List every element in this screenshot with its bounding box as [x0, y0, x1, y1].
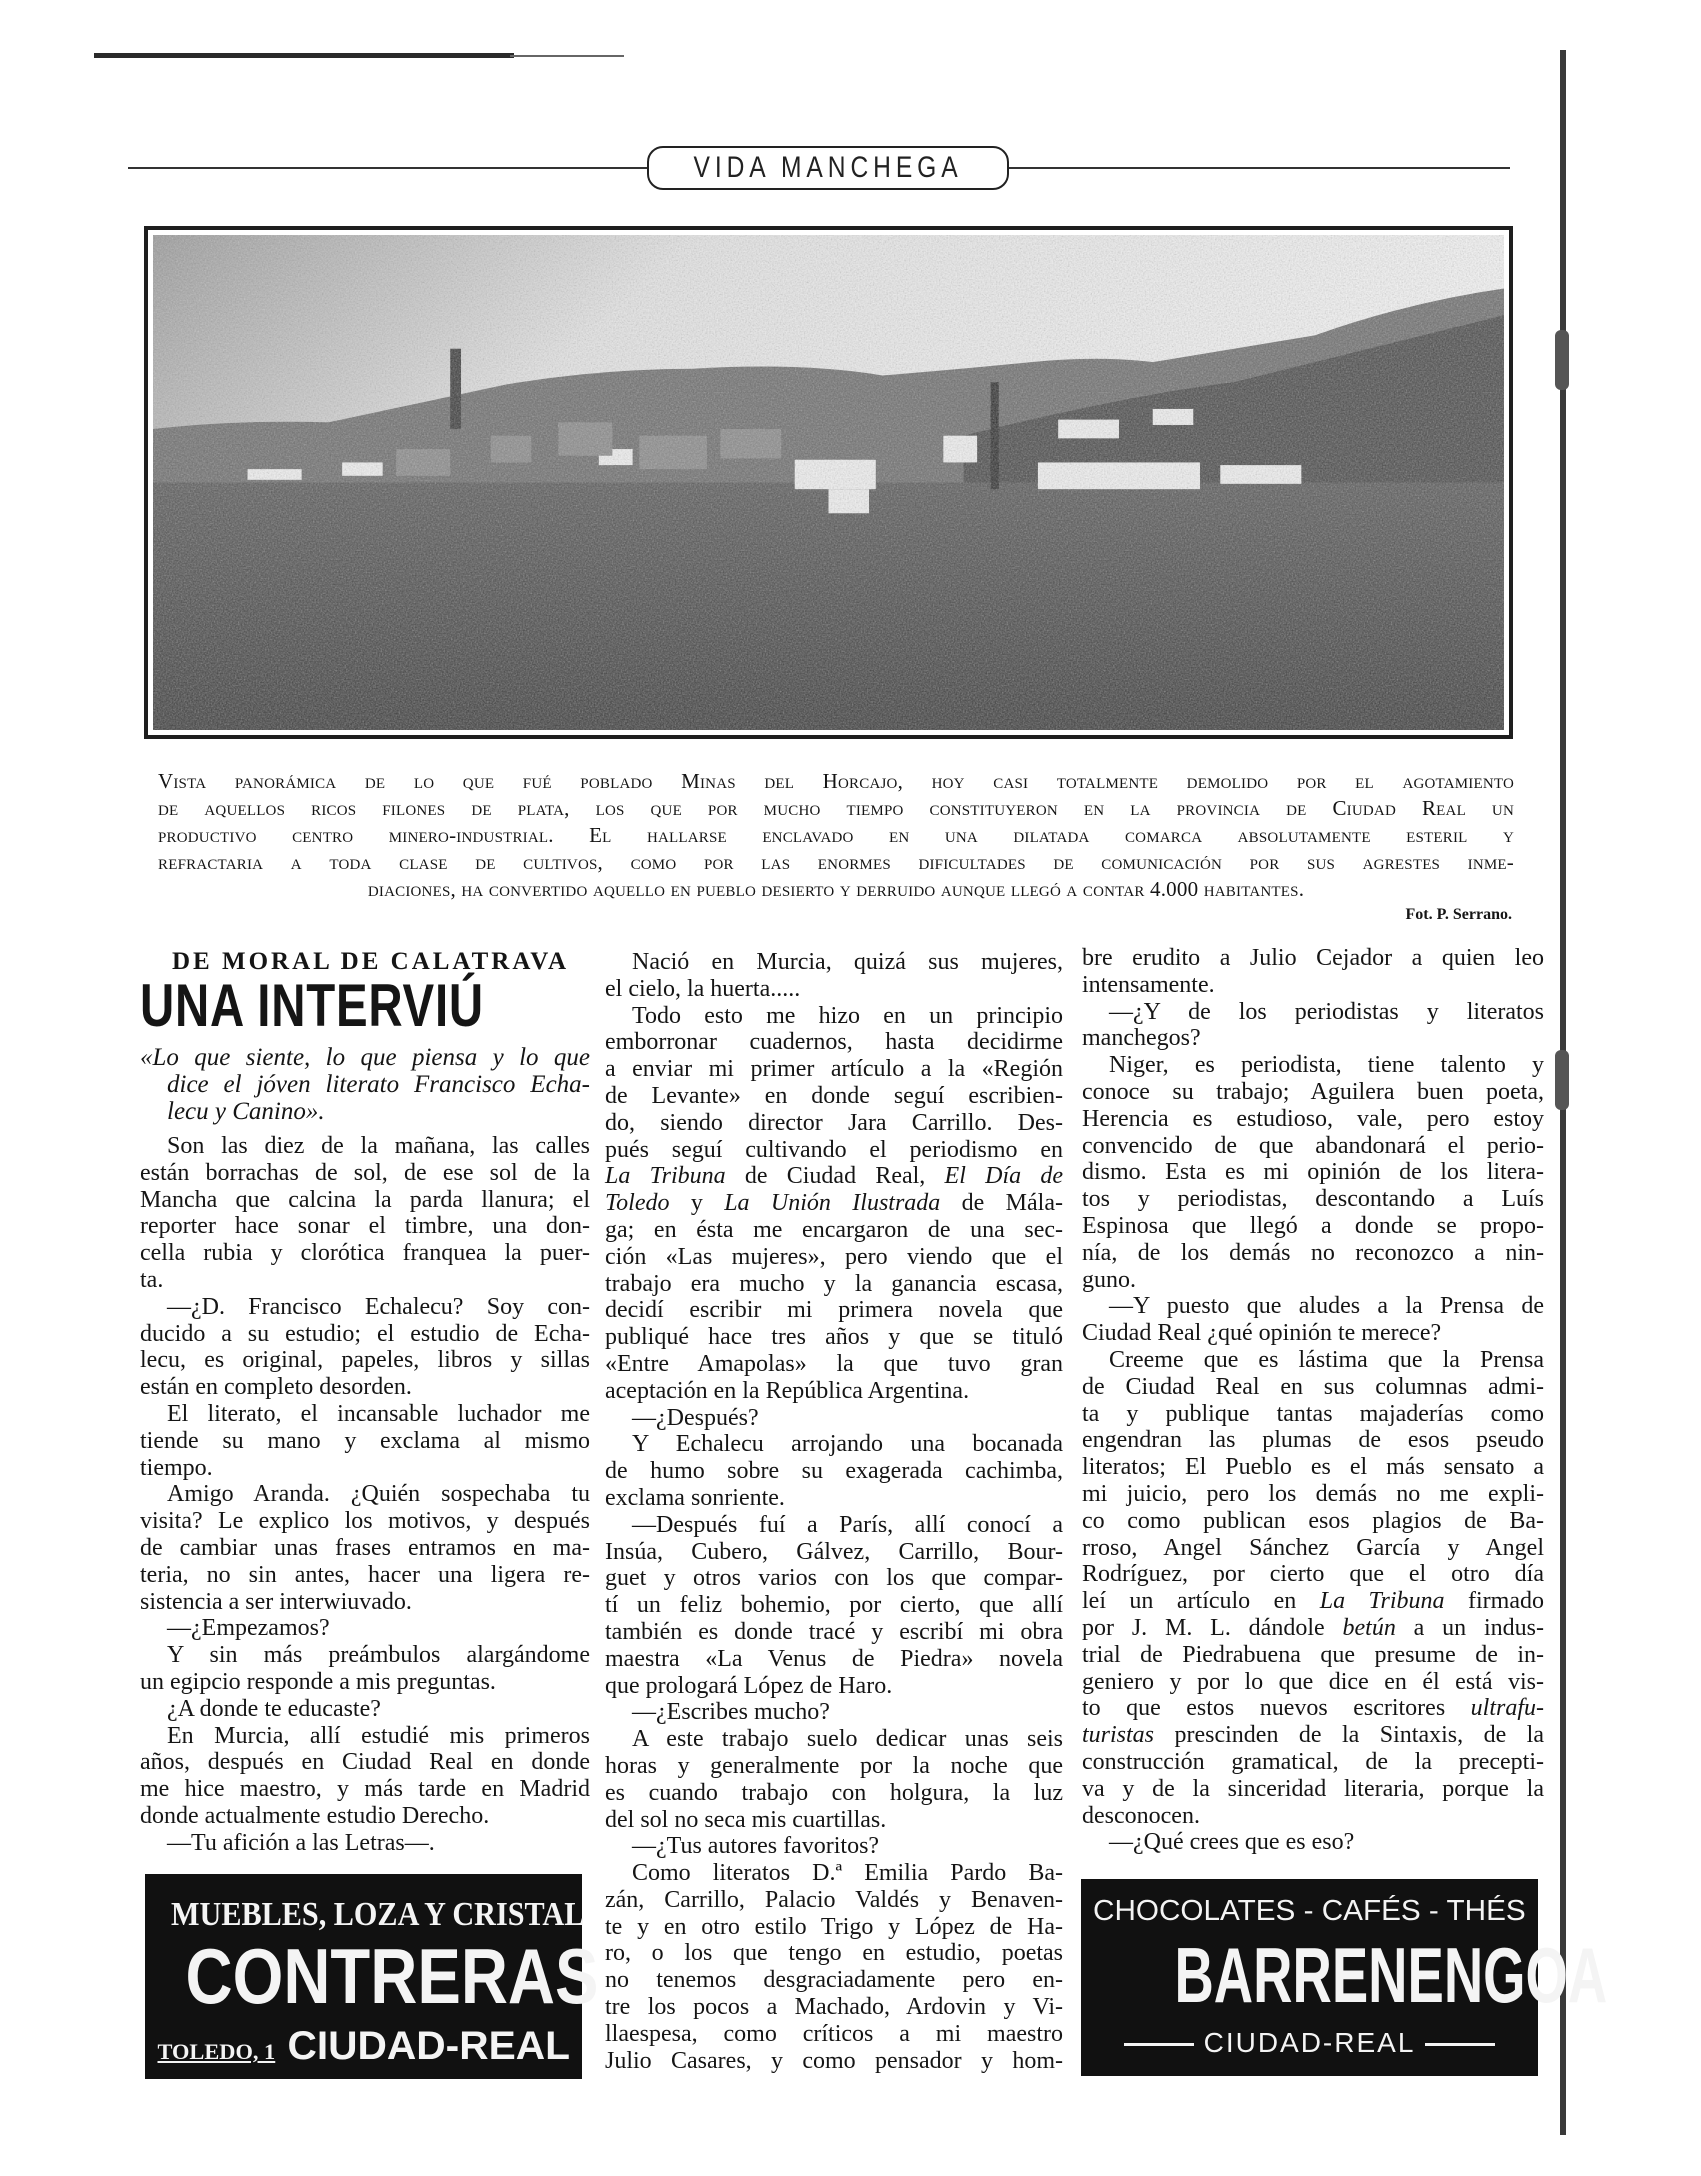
paragraph [1082, 999, 1544, 1053]
text-segment: leí un artículo en [1082, 1588, 1320, 1615]
ad-business-name: CONTRERAS [185, 1932, 599, 2020]
text-line: están en completo desorden. [140, 1374, 412, 1401]
text-line: también es donde tracé y escribí mi obra [605, 1618, 1063, 1645]
text-line: —¿Después? [632, 1404, 759, 1431]
text-line: Creeme que es lástima que la Prensa [1109, 1346, 1544, 1373]
caption-line: diaciones, ha convertido aquello en pueblo desierto y derruido aunque llegó a contar 4.000 habitantes. [367, 877, 1305, 901]
italic-text: La Unión Ilustrada [724, 1190, 941, 1217]
text-line: va y de la sinceridad literaria, porque la [1082, 1775, 1544, 1802]
paragraph [1082, 1293, 1544, 1347]
text-line: —Tu afición a las Letras—. [167, 1829, 435, 1856]
paragraph [605, 1726, 1063, 1833]
text-segment: a un indus- [1395, 1614, 1544, 1641]
article-kicker: DE MORAL DE CALATRAVA [172, 948, 570, 975]
text-line: sistencia a ser interwiuvado. [140, 1588, 412, 1615]
paragraph [605, 1405, 1063, 1432]
text-line: ta y publique tantas majaderías como [1082, 1400, 1544, 1427]
panoramic-photo [144, 226, 1513, 739]
caption-line: Vista panorámica de lo que fué poblado Minas del Horcajo, hoy casi totalmente demolido por el agotamiento [158, 769, 1514, 793]
paragraph [140, 1696, 590, 1723]
text-line: cella rubia y clorótica franquea la puer- [140, 1240, 590, 1267]
text-segment: por J. M. L. dándole [1082, 1614, 1343, 1641]
article-column-2 [605, 949, 1063, 2074]
text-line: de Levante» en donde seguí escribien- [605, 1082, 1063, 1109]
text-line: Mancha que calcina la parda llanura; el [140, 1186, 590, 1213]
paragraph [605, 1431, 1063, 1511]
text-line: —¿D. Francisco Echalecu? Soy con- [167, 1293, 590, 1320]
caption-line: productivo centro minero-industrial. El hallarse enclavado en una dilatada comarca absolutamente esteril y [158, 823, 1514, 847]
paragraph [605, 949, 1063, 1003]
text-line: tos y periodistas, descontando a Luís [1082, 1186, 1544, 1213]
text-line: un egipcio responde a mis preguntas. [140, 1668, 496, 1695]
text-line: donde actualmente estudio Derecho. [140, 1802, 490, 1829]
masthead [647, 146, 1009, 190]
text-line: dismo. Esta es mi opinión de los litera- [1082, 1159, 1544, 1186]
text-line: bre erudito a Julio Cejador a quien leo [1082, 945, 1544, 971]
text-line: co como publican esos plagios de Ba- [1082, 1507, 1544, 1534]
text-line: manchegos? [1082, 1025, 1201, 1052]
subtitle-line: «Lo que siente, lo que piensa y lo que [140, 1044, 590, 1071]
article-column-1 [140, 1133, 590, 1857]
ad-rule [1425, 2043, 1495, 2046]
text-line: guno. [1082, 1266, 1136, 1293]
photo-credit: Fot. P. Serrano. [1405, 906, 1512, 923]
italic-text: ultrafu- [1470, 1695, 1544, 1722]
italic-text: La Tribuna [1319, 1588, 1445, 1615]
scan-edge-mark [510, 55, 624, 57]
paragraph [1082, 1052, 1544, 1293]
paragraph [605, 1003, 1063, 1405]
ad-rule [1124, 2043, 1194, 2046]
text-line: do, siendo director Jara Carrillo. Des- [605, 1109, 1063, 1136]
text-line: El literato, el incansable luchador me [167, 1400, 590, 1427]
text-line: Y Echalecu arrojando una bocanada [632, 1431, 1063, 1458]
article-column-3 [1082, 945, 1544, 1856]
text-line: años, después en Ciudad Real en donde [140, 1749, 590, 1776]
masthead-rule-right [1006, 167, 1510, 169]
text-line: tiende su mano y exclama al mismo [140, 1427, 590, 1454]
text-line: —Después fuí a París, allí conocí a [632, 1511, 1063, 1538]
text-line: no tenemos desgraciadamente pero en- [605, 1967, 1063, 1994]
subtitle-line: lecu y Canino». [167, 1098, 325, 1125]
paragraph [140, 1642, 590, 1696]
ad-address-line [157, 2024, 570, 2069]
text-line: Y sin más preámbulos alargándome [167, 1642, 590, 1669]
italic-text: turistas [1082, 1722, 1155, 1749]
ad-tagline: CHOCOLATES - CAFÉS - THÉS [1093, 1895, 1526, 1927]
scan-edge-mark [94, 53, 514, 58]
paragraph [605, 1833, 1063, 1860]
text-line: visita? Le explico los motivos, y después [140, 1508, 590, 1535]
paragraph [1082, 945, 1544, 999]
text-line [1082, 1588, 1544, 1615]
text-line: tre los pocos a Machado, Ardovin y Vi- [605, 1994, 1063, 2021]
binding-edge-mark [1555, 1050, 1569, 1110]
text-line: trial de Piedrabuena que presume de in- [1082, 1641, 1544, 1668]
article-title: UNA INTERVIÚ [140, 972, 484, 1039]
italic-text: Toledo [605, 1190, 670, 1217]
paragraph [140, 1723, 590, 1830]
text-line: conoce su trabajo; Aguilera buen poeta, [1082, 1078, 1544, 1105]
ad-city: CIUDAD-REAL [1203, 2027, 1416, 2058]
text-line [605, 1163, 1063, 1190]
text-line: de Ciudad Real en sus columnas admi- [1082, 1373, 1544, 1400]
text-line: el cielo, la huerta..... [605, 975, 801, 1002]
text-line: pués seguí cultivando el periodismo en [605, 1136, 1063, 1163]
photo-minas-del-horcajo [153, 235, 1504, 730]
text-line: a enviar mi primer artículo a la «Región [605, 1056, 1063, 1083]
text-line: «Entre Amapolas» la que tuvo gran [605, 1350, 1063, 1377]
text-segment: to que estos nuevos escritores [1082, 1695, 1471, 1722]
text-line: emborronar cuadernos, hasta decidirme [605, 1029, 1063, 1056]
text-line: ¿A donde te educaste? [167, 1695, 381, 1722]
text-line: tiempo. [140, 1454, 213, 1481]
text-line: lecu, es original, papeles, libros y sillas [140, 1347, 590, 1374]
text-line: Son las diez de la mañana, las calles [167, 1133, 590, 1159]
text-line: Insúa, Cubero, Gálvez, Carrillo, Bour- [605, 1538, 1063, 1565]
binding-edge-mark [1555, 330, 1569, 390]
text-line: intensamente. [1082, 971, 1215, 998]
text-line: Espinosa que llegó a donde se propo- [1082, 1212, 1544, 1239]
text-line: convencido de que abandonará el perio- [1082, 1132, 1544, 1159]
text-line: publiqué hace tres años y que se tituló [605, 1324, 1063, 1351]
text-segment: de Mála- [940, 1190, 1063, 1217]
text-line: geniero y por lo que dice en él está vis- [1082, 1668, 1544, 1695]
text-segment: de Ciudad Real, [725, 1163, 945, 1190]
text-line: Niger, es periodista, tiene talento y [1109, 1052, 1544, 1079]
text-line: de cambiar unas frases entramos en ma- [140, 1534, 590, 1561]
text-line: Amigo Aranda. ¿Quién sospechaba tu [167, 1481, 590, 1508]
paragraph [605, 1860, 1063, 2074]
text-line: reporter hace sonar el timbre, una don- [140, 1213, 590, 1240]
text-line: del sol no seca mis cuartillas. [605, 1806, 887, 1833]
text-line: me hice maestro, y más tarde en Madrid [140, 1776, 590, 1803]
masthead-title: VIDA MANCHEGA [693, 151, 963, 184]
text-line: horas y generalmente por la noche que [605, 1752, 1063, 1779]
text-segment: firmado [1444, 1588, 1544, 1615]
caption-line: de aquellos ricos filones de plata, los que por mucho tiempo constituyeron en la provincia de Ciudad Real un [158, 796, 1514, 820]
italic-text: La Tribuna [605, 1163, 726, 1190]
paragraph [140, 1615, 590, 1642]
text-line: tí un feliz bohemio, por cierto, que allí [605, 1592, 1063, 1619]
paragraph [140, 1294, 590, 1401]
text-line: ción «Las mujeres», pero viendo que el [605, 1243, 1063, 1270]
paragraph [140, 1401, 590, 1481]
italic-text: El Día de [944, 1163, 1064, 1190]
paragraph [140, 1830, 590, 1857]
text-line: Todo esto me hizo en un principio [632, 1002, 1063, 1029]
text-line: nía, de los demás no reconozco a nin- [1082, 1239, 1544, 1266]
ad-address: TOLEDO, 1 [157, 2039, 275, 2064]
text-line: Herencia es estudioso, vale, pero estoy [1082, 1105, 1544, 1132]
text-line: —Y puesto que aludes a la Prensa de [1109, 1293, 1544, 1320]
text-line: engendran las plumas de esos pseudo [1082, 1427, 1544, 1454]
text-line: Nació en Murcia, quizá sus mujeres, [632, 949, 1063, 975]
photo-caption [158, 768, 1514, 903]
text-line: que prologará López de Haro. [605, 1672, 893, 1699]
article-subtitle [140, 1044, 590, 1125]
text-line: están borrachas de sol, de ese sol de la [140, 1159, 590, 1186]
text-line: construcción gramatical, de la precepti- [1082, 1748, 1544, 1775]
text-line: ducido a su estudio; el estudio de Echa- [140, 1320, 590, 1347]
text-line: de humo sobre su exagerada cachimba, [605, 1458, 1063, 1485]
text-line: literatos; El Pueblo es el más sensato a [1082, 1454, 1544, 1481]
text-line [1082, 1722, 1544, 1749]
text-line: —¿Tus autores favoritos? [632, 1833, 880, 1860]
text-line: teria, no sin antes, hacer una ligera re- [140, 1561, 590, 1588]
text-line: maestra «La Venus de Piedra» novela [605, 1645, 1063, 1672]
ad-city: CIUDAD-REAL [287, 2024, 570, 2068]
text-line: ta. [140, 1266, 164, 1293]
paragraph [140, 1133, 590, 1294]
text-line [1082, 1615, 1544, 1642]
text-line: trabajo era mucho y la ganancia escasa, [605, 1270, 1063, 1297]
text-line: —¿Y de los periodistas y literatos [1109, 998, 1544, 1025]
paragraph [1082, 1829, 1544, 1856]
text-line: Como literatos D.ª Emilia Pardo Ba- [632, 1860, 1063, 1887]
paragraph [605, 1512, 1063, 1700]
text-line: ga; en ésta me encargaron de una sec- [605, 1216, 1063, 1243]
text-line: Rodríguez, por cierto que el otro día [1082, 1561, 1544, 1588]
text-line: —¿Escribes mucho? [632, 1699, 830, 1726]
text-line [605, 1190, 1063, 1217]
text-line: ro, o los que tengo en estudio, poetas [605, 1940, 1063, 1967]
text-line: Ciudad Real ¿qué opinión te merece? [1082, 1320, 1442, 1347]
text-line: desconocen. [1082, 1802, 1200, 1829]
text-line: te y en otro estilo Trigo y López de Ha- [605, 1913, 1063, 1940]
advertisement-barrenengoa [1081, 1879, 1608, 2076]
text-line: —¿Qué crees que es eso? [1109, 1829, 1355, 1856]
paragraph [140, 1481, 590, 1615]
text-segment: y [669, 1190, 725, 1217]
text-line: En Murcia, allí estudié mis primeros [167, 1722, 590, 1749]
text-line: —¿Empezamos? [167, 1615, 330, 1642]
text-line: A este trabajo suelo dedicar unas seis [632, 1726, 1063, 1753]
text-segment: prescinden de la Sintaxis, de la [1154, 1722, 1544, 1749]
text-line: exclama sonriente. [605, 1484, 785, 1511]
text-line: aceptación en la República Argentina. [605, 1377, 970, 1404]
text-line: guet y otros varios con los que compar- [605, 1565, 1063, 1592]
text-line: es cuando trabajo con holgura, la luz [605, 1779, 1063, 1806]
ad-business-name: BARRENENGOA [1174, 1931, 1608, 2019]
caption-line: refractaria a toda clase de cultivos, como por las enormes dificultades de comunicación por sus agrestes inme- [158, 850, 1514, 874]
text-line: decidí escribir mi primera novela que [605, 1297, 1063, 1324]
text-line: Julio Casares, y como pensador y hom- [605, 2047, 1063, 2074]
advertisement-contreras [145, 1874, 599, 2079]
text-line: mi juicio, pero los demás no me expli- [1082, 1480, 1544, 1507]
text-line: zán, Carrillo, Palacio Valdés y Benaven- [605, 1886, 1063, 1913]
subtitle-line: dice el jóven literato Francisco Echa- [167, 1071, 590, 1098]
paragraph [605, 1699, 1063, 1726]
paragraph [1082, 1347, 1544, 1829]
masthead-rule-left [128, 167, 648, 169]
text-line: rroso, Angel Sánchez García y Angel [1082, 1534, 1544, 1561]
ad-tagline: MUEBLES, LOZA Y CRISTAL [171, 1896, 585, 1933]
text-line [1082, 1695, 1544, 1722]
italic-text: betún [1342, 1614, 1396, 1641]
text-line: llaespesa, como críticos a mi maestro [605, 2020, 1063, 2047]
